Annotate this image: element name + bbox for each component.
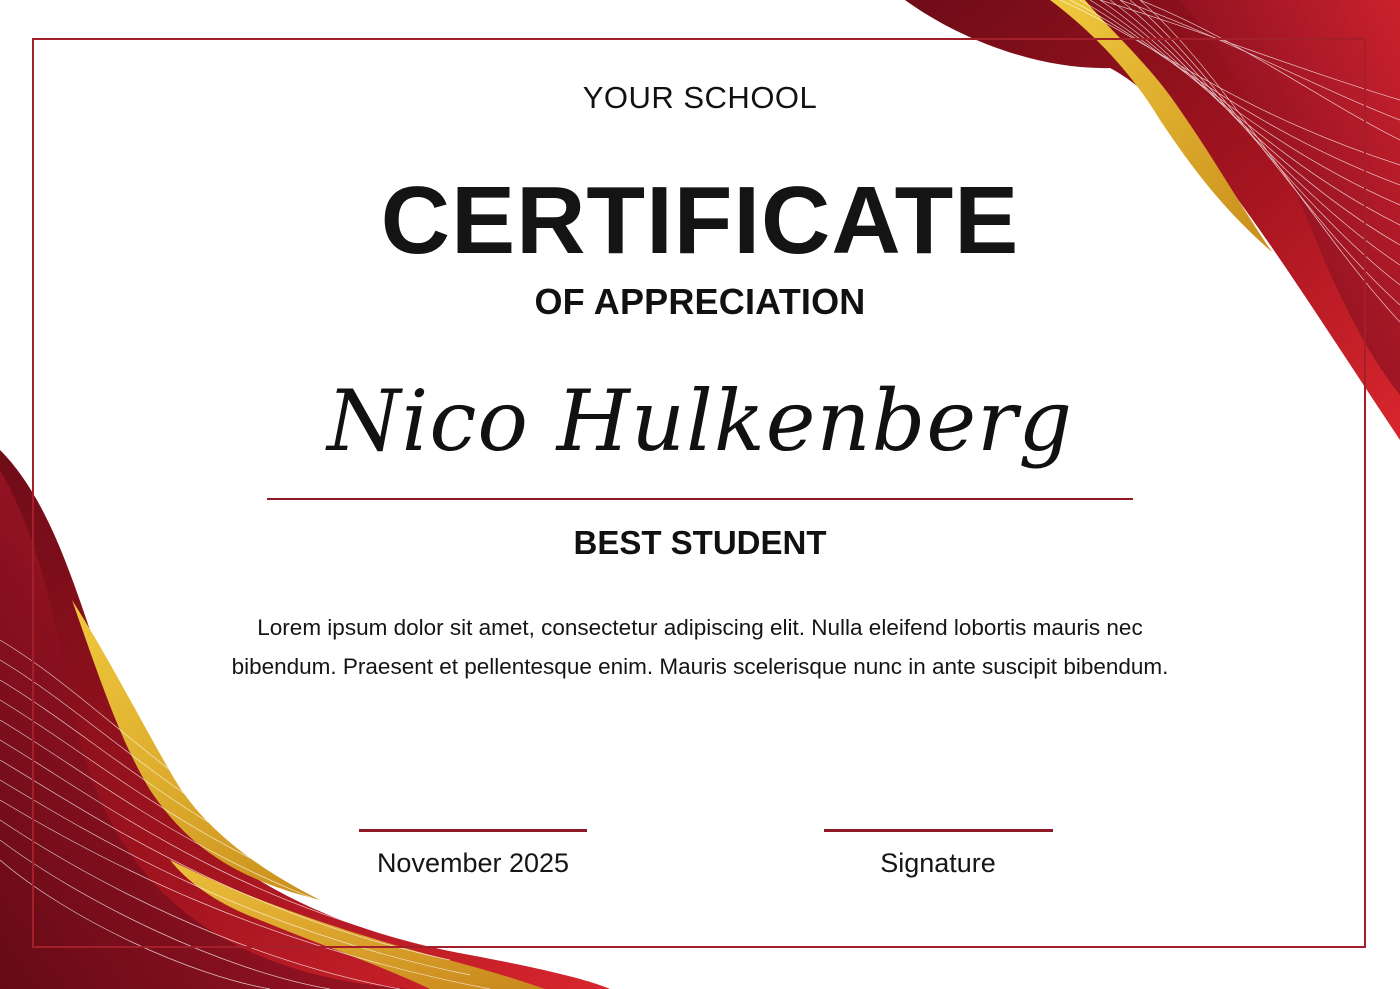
award-title: BEST STUDENT	[573, 524, 827, 561]
certificate-title: CERTIFICATE	[380, 167, 1020, 274]
signature-line	[824, 829, 1053, 832]
date-label: November 2025	[376, 848, 570, 878]
certificate-description: Lorem ipsum dolor sit amet, consectetur adipiscing elit. Nulla eleifend lobortis mauris nec bibendum. Praesent et pellentesque enim. Mauris scelerisque nunc in ante suscipit bibendum.	[231, 615, 1169, 679]
school-name: YOUR SCHOOL	[582, 80, 818, 115]
date-line	[359, 829, 587, 832]
recipient-name: Nico Hulkenberg	[326, 372, 1074, 470]
certificate-subtitle: OF APPRECIATION	[534, 281, 866, 322]
name-underline	[267, 498, 1133, 500]
signature-label: Signature	[880, 848, 996, 878]
